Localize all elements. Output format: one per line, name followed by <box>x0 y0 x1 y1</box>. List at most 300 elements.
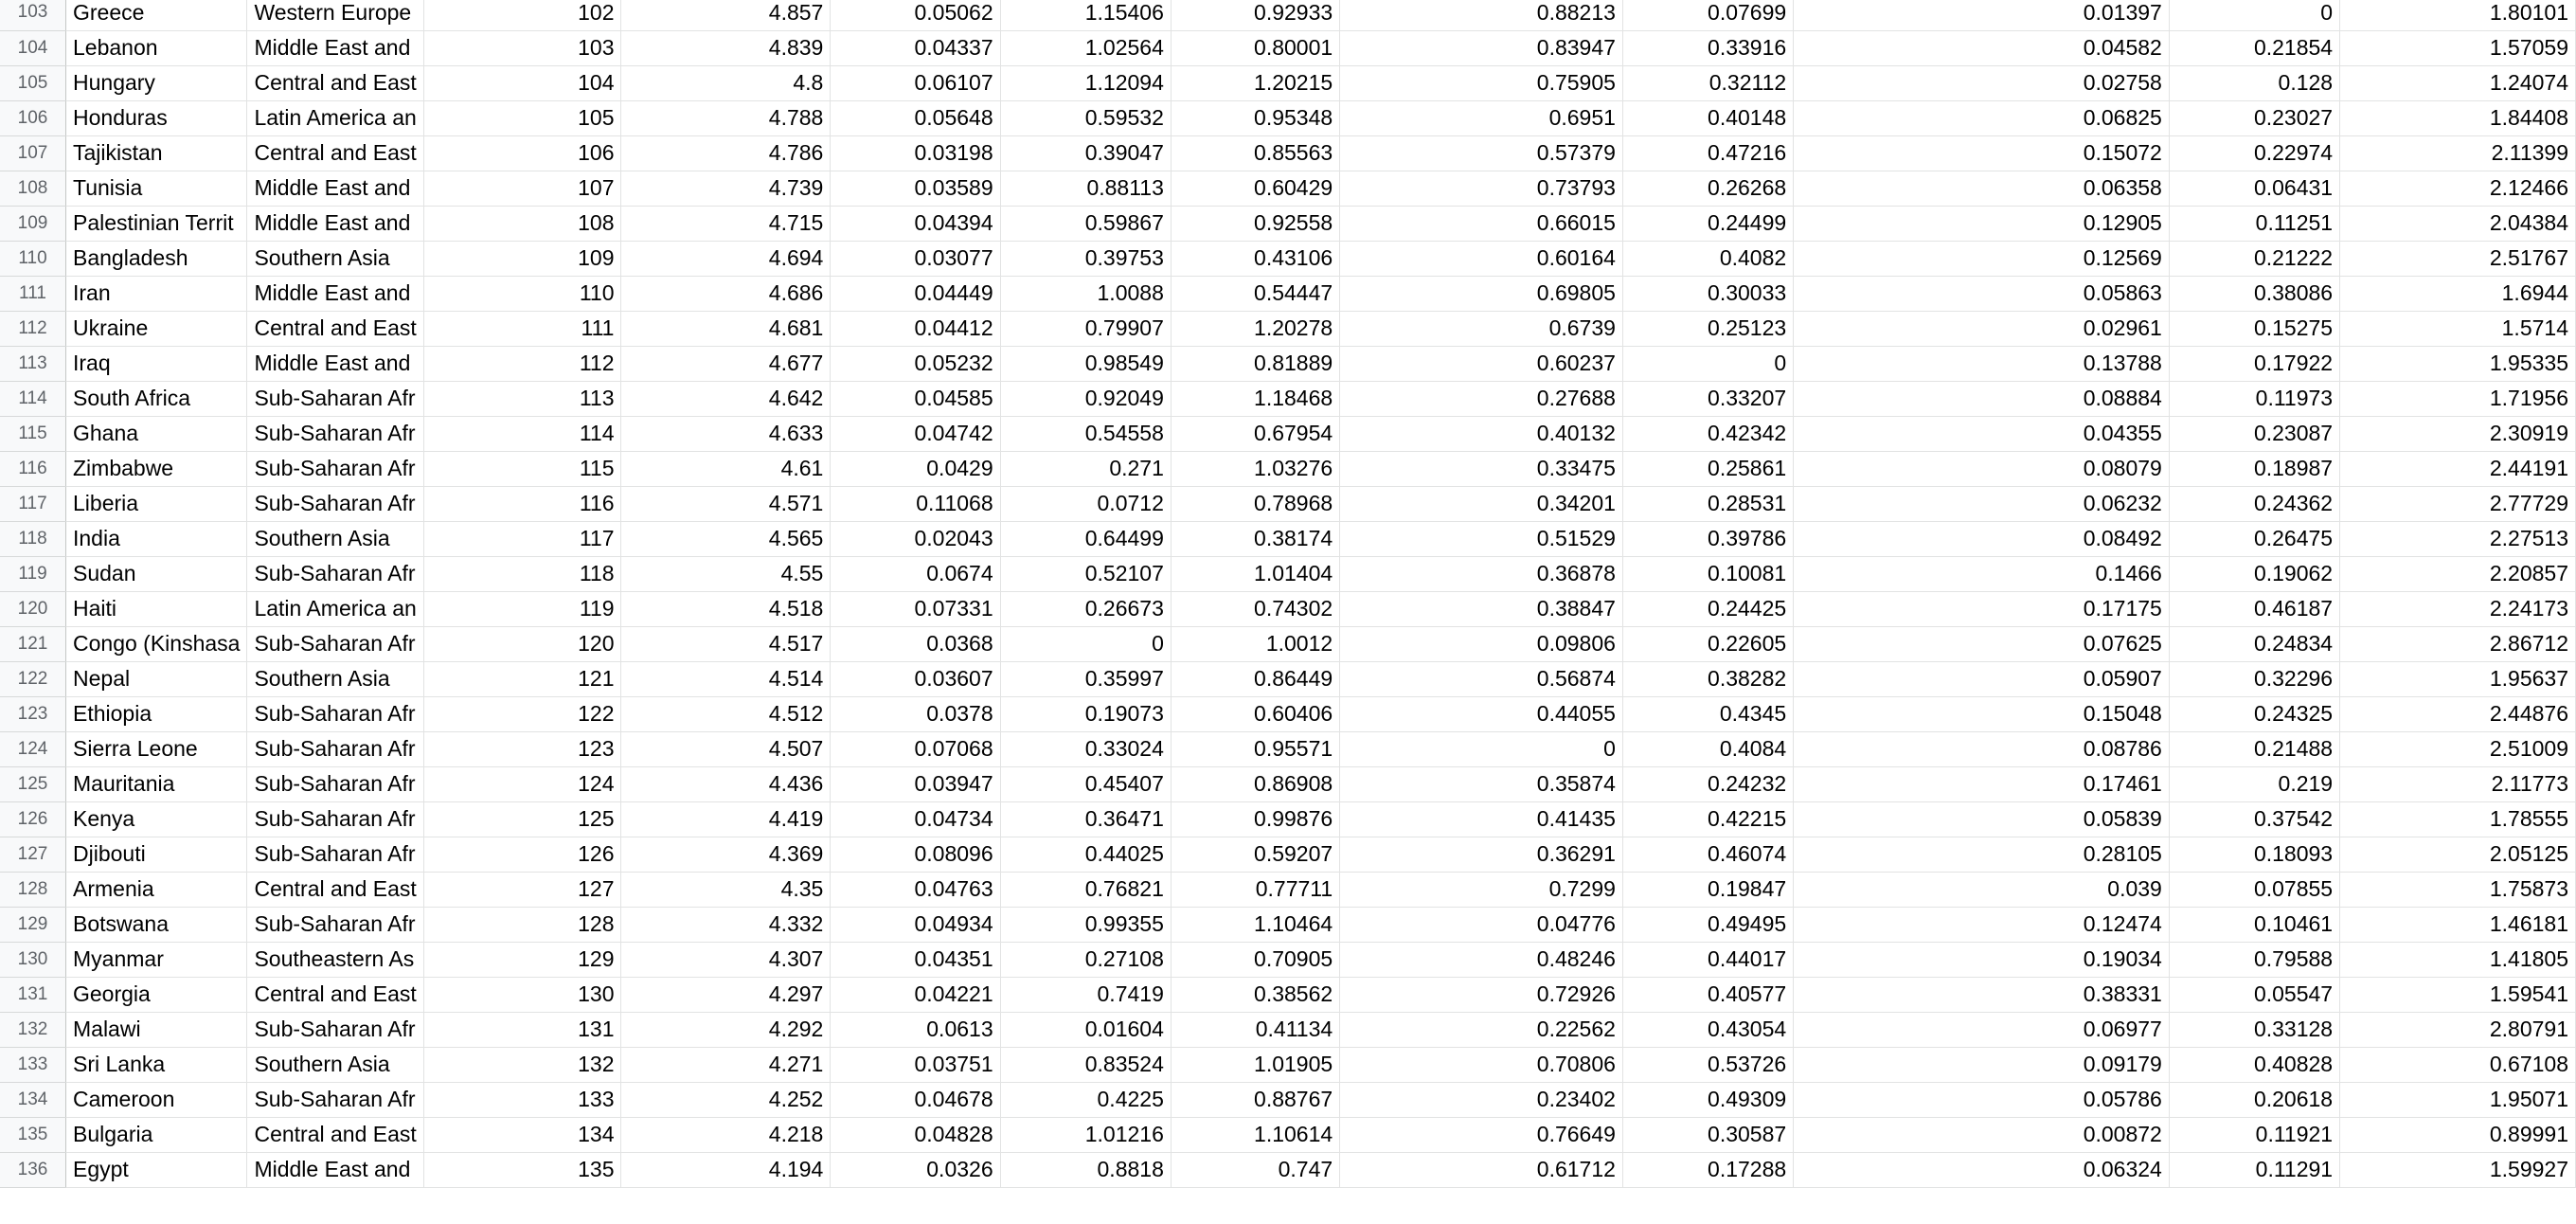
cell[interactable]: 0.05547 <box>2169 977 2339 1012</box>
cell[interactable]: 0.33475 <box>1340 451 1623 486</box>
cell[interactable]: 0.38282 <box>1622 661 1793 696</box>
cell[interactable]: 0.27688 <box>1340 381 1623 416</box>
cell[interactable]: 0 <box>1622 346 1793 381</box>
cell[interactable]: 0.04934 <box>831 907 1000 942</box>
cell[interactable]: 0.78968 <box>1171 486 1339 521</box>
cell[interactable]: 0.06232 <box>1794 486 2170 521</box>
cell[interactable]: 0.04585 <box>831 381 1000 416</box>
cell[interactable]: Southern Asia <box>247 241 423 276</box>
cell[interactable]: 0.70806 <box>1340 1047 1623 1082</box>
cell[interactable]: 0.04742 <box>831 416 1000 451</box>
row-header[interactable]: 132 <box>0 1012 66 1047</box>
cell[interactable]: 0.18987 <box>2169 451 2339 486</box>
cell[interactable]: 0.219 <box>2169 766 2339 801</box>
cell[interactable]: Latin America an <box>247 591 423 626</box>
cell[interactable]: 0.4084 <box>1622 731 1793 766</box>
cell[interactable]: 4.633 <box>621 416 831 451</box>
cell[interactable]: 0.36291 <box>1340 837 1623 872</box>
cell[interactable]: 0.32112 <box>1622 65 1793 100</box>
cell[interactable]: 1.78555 <box>2340 801 2576 837</box>
cell[interactable]: 0.12905 <box>1794 206 2170 241</box>
cell[interactable]: 0.6739 <box>1340 311 1623 346</box>
row-header[interactable]: 114 <box>0 381 66 416</box>
cell[interactable]: 107 <box>423 171 621 206</box>
cell[interactable]: 0.76821 <box>1000 872 1171 907</box>
cell[interactable]: 0.41134 <box>1171 1012 1339 1047</box>
cell[interactable]: Central and East <box>247 135 423 171</box>
cell[interactable]: 0.99876 <box>1171 801 1339 837</box>
cell[interactable]: 0.06825 <box>1794 100 2170 135</box>
cell[interactable]: 0.39786 <box>1622 521 1793 556</box>
cell[interactable]: 4.512 <box>621 696 831 731</box>
row-header[interactable]: 134 <box>0 1082 66 1117</box>
cell[interactable]: 0.69805 <box>1340 276 1623 311</box>
cell[interactable]: 0.38847 <box>1340 591 1623 626</box>
cell[interactable]: 0.46074 <box>1622 837 1793 872</box>
cell[interactable]: 132 <box>423 1047 621 1082</box>
cell[interactable]: 0.09179 <box>1794 1047 2170 1082</box>
cell[interactable]: 0.59207 <box>1171 837 1339 872</box>
cell[interactable]: 0.39047 <box>1000 135 1171 171</box>
cell[interactable]: 1.59541 <box>2340 977 2576 1012</box>
cell[interactable]: 0.26475 <box>2169 521 2339 556</box>
cell[interactable]: 2.04384 <box>2340 206 2576 241</box>
cell[interactable]: 1.6944 <box>2340 276 2576 311</box>
cell[interactable]: 0.33207 <box>1622 381 1793 416</box>
cell[interactable]: 0.40132 <box>1340 416 1623 451</box>
cell[interactable]: 1.41805 <box>2340 942 2576 977</box>
cell[interactable]: Sub-Saharan Afr <box>247 381 423 416</box>
cell[interactable]: 134 <box>423 1117 621 1152</box>
cell[interactable]: 0.86449 <box>1171 661 1339 696</box>
cell[interactable]: 111 <box>423 311 621 346</box>
cell[interactable]: 0.08096 <box>831 837 1000 872</box>
row-header[interactable]: 110 <box>0 241 66 276</box>
cell[interactable]: 2.11399 <box>2340 135 2576 171</box>
cell[interactable]: 0.81889 <box>1171 346 1339 381</box>
cell[interactable]: 0.01604 <box>1000 1012 1171 1047</box>
cell[interactable]: 0.51529 <box>1340 521 1623 556</box>
cell[interactable]: 4.292 <box>621 1012 831 1047</box>
cell[interactable]: 4.786 <box>621 135 831 171</box>
cell[interactable]: 0.04221 <box>831 977 1000 1012</box>
cell[interactable]: 126 <box>423 837 621 872</box>
cell[interactable]: 117 <box>423 521 621 556</box>
cell[interactable]: Middle East and <box>247 1152 423 1187</box>
cell[interactable]: 4.271 <box>621 1047 831 1082</box>
cell[interactable]: 0.15048 <box>1794 696 2170 731</box>
cell[interactable]: 2.12466 <box>2340 171 2576 206</box>
cell[interactable]: Central and East <box>247 311 423 346</box>
cell[interactable]: 2.51009 <box>2340 731 2576 766</box>
cell[interactable]: 0.06358 <box>1794 171 2170 206</box>
cell[interactable]: 0.75905 <box>1340 65 1623 100</box>
cell[interactable]: 0.13788 <box>1794 346 2170 381</box>
cell[interactable]: 124 <box>423 766 621 801</box>
cell[interactable]: 0.23402 <box>1340 1082 1623 1117</box>
cell[interactable]: 4.297 <box>621 977 831 1012</box>
cell[interactable]: 1.02564 <box>1000 30 1171 65</box>
row-header[interactable]: 117 <box>0 486 66 521</box>
cell[interactable]: 0.00872 <box>1794 1117 2170 1152</box>
cell[interactable]: 0.10461 <box>2169 907 2339 942</box>
cell[interactable]: 1.46181 <box>2340 907 2576 942</box>
row-header[interactable]: 116 <box>0 451 66 486</box>
cell[interactable]: 4.307 <box>621 942 831 977</box>
cell[interactable]: 0.04763 <box>831 872 1000 907</box>
cell[interactable]: 0.24834 <box>2169 626 2339 661</box>
cell[interactable]: 0.38331 <box>1794 977 2170 1012</box>
cell[interactable]: 0.07699 <box>1622 0 1793 30</box>
cell[interactable]: 0.40577 <box>1622 977 1793 1012</box>
cell[interactable]: 121 <box>423 661 621 696</box>
cell[interactable]: 0.30033 <box>1622 276 1793 311</box>
cell[interactable]: 4.35 <box>621 872 831 907</box>
cell[interactable]: Sub-Saharan Afr <box>247 451 423 486</box>
cell[interactable]: 0.11973 <box>2169 381 2339 416</box>
cell[interactable]: Bulgaria <box>66 1117 247 1152</box>
cell[interactable]: 0.08884 <box>1794 381 2170 416</box>
cell[interactable]: 0.18093 <box>2169 837 2339 872</box>
cell[interactable]: 113 <box>423 381 621 416</box>
cell[interactable]: 0.36878 <box>1340 556 1623 591</box>
cell[interactable]: 0.25861 <box>1622 451 1793 486</box>
row-header[interactable]: 106 <box>0 100 66 135</box>
cell[interactable]: 0.07068 <box>831 731 1000 766</box>
cell[interactable]: 1.20278 <box>1171 311 1339 346</box>
cell[interactable]: 0.33024 <box>1000 731 1171 766</box>
cell[interactable]: Palestinian Territ <box>66 206 247 241</box>
cell[interactable]: 0.0368 <box>831 626 1000 661</box>
cell[interactable]: 0.24325 <box>2169 696 2339 731</box>
cell[interactable]: 0.77711 <box>1171 872 1339 907</box>
cell[interactable]: Honduras <box>66 100 247 135</box>
cell[interactable]: 0.04776 <box>1340 907 1623 942</box>
cell[interactable]: Latin America an <box>247 100 423 135</box>
cell[interactable]: 0.59867 <box>1000 206 1171 241</box>
cell[interactable]: 0.04734 <box>831 801 1000 837</box>
cell[interactable]: 4.681 <box>621 311 831 346</box>
row-header[interactable]: 133 <box>0 1047 66 1082</box>
cell[interactable]: 0.04449 <box>831 276 1000 311</box>
row-header[interactable]: 125 <box>0 766 66 801</box>
cell[interactable]: 0.04582 <box>1794 30 2170 65</box>
cell[interactable]: 0.66015 <box>1340 206 1623 241</box>
cell[interactable]: 1.20215 <box>1171 65 1339 100</box>
row-header[interactable]: 109 <box>0 206 66 241</box>
cell[interactable]: Middle East and <box>247 346 423 381</box>
cell[interactable]: 4.788 <box>621 100 831 135</box>
cell[interactable]: 2.86712 <box>2340 626 2576 661</box>
cell[interactable]: Central and East <box>247 872 423 907</box>
cell[interactable]: 0.19847 <box>1622 872 1793 907</box>
row-header[interactable]: 111 <box>0 276 66 311</box>
cell[interactable]: 1.03276 <box>1171 451 1339 486</box>
cell[interactable]: 2.77729 <box>2340 486 2576 521</box>
cell[interactable]: 0.0378 <box>831 696 1000 731</box>
cell[interactable]: 1.10614 <box>1171 1117 1339 1152</box>
cell[interactable]: 0.79907 <box>1000 311 1171 346</box>
cell[interactable]: 0.04337 <box>831 30 1000 65</box>
cell[interactable]: 0.02961 <box>1794 311 2170 346</box>
row-header[interactable]: 121 <box>0 626 66 661</box>
cell[interactable]: 0.44025 <box>1000 837 1171 872</box>
cell[interactable]: 0.54447 <box>1171 276 1339 311</box>
cell[interactable]: 0.27108 <box>1000 942 1171 977</box>
cell[interactable]: 0.7299 <box>1340 872 1623 907</box>
row-header[interactable]: 124 <box>0 731 66 766</box>
cell[interactable]: 0.95571 <box>1171 731 1339 766</box>
cell[interactable]: 4.436 <box>621 766 831 801</box>
cell[interactable]: 2.20857 <box>2340 556 2576 591</box>
cell[interactable]: 0.45407 <box>1000 766 1171 801</box>
cell[interactable]: 0.44017 <box>1622 942 1793 977</box>
cell[interactable]: 4.839 <box>621 30 831 65</box>
cell[interactable]: 0.30587 <box>1622 1117 1793 1152</box>
cell[interactable]: 0.12474 <box>1794 907 2170 942</box>
row-header[interactable]: 131 <box>0 977 66 1012</box>
cell[interactable]: 4.694 <box>621 241 831 276</box>
cell[interactable]: Southeastern As <box>247 942 423 977</box>
cell[interactable]: Central and East <box>247 977 423 1012</box>
cell[interactable]: 0.24362 <box>2169 486 2339 521</box>
cell[interactable]: 4.252 <box>621 1082 831 1117</box>
cell[interactable]: 0.6951 <box>1340 100 1623 135</box>
cell[interactable]: 0.79588 <box>2169 942 2339 977</box>
cell[interactable]: 0.17175 <box>1794 591 2170 626</box>
cell[interactable]: 0.34201 <box>1340 486 1623 521</box>
cell[interactable]: 0.83524 <box>1000 1047 1171 1082</box>
cell[interactable]: 0.92933 <box>1171 0 1339 30</box>
cell[interactable]: 0.03198 <box>831 135 1000 171</box>
cell[interactable]: Zimbabwe <box>66 451 247 486</box>
cell[interactable]: 120 <box>423 626 621 661</box>
cell[interactable]: 0.21488 <box>2169 731 2339 766</box>
cell[interactable]: 0.49309 <box>1622 1082 1793 1117</box>
cell[interactable]: Egypt <box>66 1152 247 1187</box>
cell[interactable]: Central and East <box>247 65 423 100</box>
cell[interactable]: Sub-Saharan Afr <box>247 766 423 801</box>
cell[interactable]: 0.95348 <box>1171 100 1339 135</box>
cell[interactable]: 0.89991 <box>2340 1117 2576 1152</box>
cell[interactable]: 1.80101 <box>2340 0 2576 30</box>
cell[interactable]: 0.92049 <box>1000 381 1171 416</box>
cell[interactable]: 0.35874 <box>1340 766 1623 801</box>
cell[interactable]: 0.02758 <box>1794 65 2170 100</box>
cell[interactable]: 1.01905 <box>1171 1047 1339 1082</box>
cell[interactable]: 0.52107 <box>1000 556 1171 591</box>
cell[interactable]: 1.75873 <box>2340 872 2576 907</box>
cell[interactable]: 0.47216 <box>1622 135 1793 171</box>
cell[interactable]: 1.15406 <box>1000 0 1171 30</box>
cell[interactable]: 0.35997 <box>1000 661 1171 696</box>
cell[interactable]: 0.128 <box>2169 65 2339 100</box>
cell[interactable]: 0.05062 <box>831 0 1000 30</box>
cell[interactable]: 0.24499 <box>1622 206 1793 241</box>
cell[interactable]: 0.22605 <box>1622 626 1793 661</box>
cell[interactable]: Djibouti <box>66 837 247 872</box>
cell[interactable]: 0.15072 <box>1794 135 2170 171</box>
row-header[interactable]: 123 <box>0 696 66 731</box>
cell[interactable]: 1.84408 <box>2340 100 2576 135</box>
cell[interactable]: 1.01404 <box>1171 556 1339 591</box>
row-header[interactable]: 127 <box>0 837 66 872</box>
cell[interactable]: Middle East and <box>247 276 423 311</box>
cell[interactable]: 0 <box>2169 0 2339 30</box>
cell[interactable]: 0.06107 <box>831 65 1000 100</box>
cell[interactable]: South Africa <box>66 381 247 416</box>
cell[interactable]: 1.10464 <box>1171 907 1339 942</box>
cell[interactable]: 2.11773 <box>2340 766 2576 801</box>
cell[interactable]: Southern Asia <box>247 661 423 696</box>
cell[interactable]: 0.03589 <box>831 171 1000 206</box>
cell[interactable]: Sub-Saharan Afr <box>247 696 423 731</box>
cell[interactable]: 0.20618 <box>2169 1082 2339 1117</box>
cell[interactable]: India <box>66 521 247 556</box>
cell[interactable]: 0.99355 <box>1000 907 1171 942</box>
cell[interactable]: 0.05648 <box>831 100 1000 135</box>
cell[interactable]: 0.38086 <box>2169 276 2339 311</box>
cell[interactable]: 0.05786 <box>1794 1082 2170 1117</box>
cell[interactable]: 0.40828 <box>2169 1047 2339 1082</box>
cell[interactable]: Myanmar <box>66 942 247 977</box>
row-header[interactable]: 108 <box>0 171 66 206</box>
cell[interactable]: 0.49495 <box>1622 907 1793 942</box>
cell[interactable]: 0.44055 <box>1340 696 1623 731</box>
cell[interactable]: 115 <box>423 451 621 486</box>
cell[interactable]: 0.15275 <box>2169 311 2339 346</box>
cell[interactable]: 0.42215 <box>1622 801 1793 837</box>
cell[interactable]: 0.17288 <box>1622 1152 1793 1187</box>
cell[interactable]: 0.54558 <box>1000 416 1171 451</box>
row-header[interactable]: 128 <box>0 872 66 907</box>
cell[interactable]: 0.19062 <box>2169 556 2339 591</box>
row-header[interactable]: 104 <box>0 30 66 65</box>
cell[interactable]: 130 <box>423 977 621 1012</box>
cell[interactable]: 0.03077 <box>831 241 1000 276</box>
cell[interactable]: 129 <box>423 942 621 977</box>
cell[interactable]: Mauritania <box>66 766 247 801</box>
cell[interactable]: 2.30919 <box>2340 416 2576 451</box>
cell[interactable]: 1.18468 <box>1171 381 1339 416</box>
cell[interactable]: 0.07625 <box>1794 626 2170 661</box>
cell[interactable]: 0.08786 <box>1794 731 2170 766</box>
row-header[interactable]: 119 <box>0 556 66 591</box>
cell[interactable]: Southern Asia <box>247 1047 423 1082</box>
cell[interactable]: 131 <box>423 1012 621 1047</box>
cell[interactable]: 0.11251 <box>2169 206 2339 241</box>
cell[interactable]: 1.0088 <box>1000 276 1171 311</box>
cell[interactable]: 108 <box>423 206 621 241</box>
cell[interactable]: Haiti <box>66 591 247 626</box>
cell[interactable]: 0.38562 <box>1171 977 1339 1012</box>
cell[interactable]: 0.03751 <box>831 1047 1000 1082</box>
cell[interactable]: 4.517 <box>621 626 831 661</box>
cell[interactable]: 0.02043 <box>831 521 1000 556</box>
cell[interactable]: 0.04394 <box>831 206 1000 241</box>
cell[interactable]: Congo (Kinshasa <box>66 626 247 661</box>
row-header[interactable]: 135 <box>0 1117 66 1152</box>
cell[interactable]: 0.19034 <box>1794 942 2170 977</box>
cell[interactable]: 0.42342 <box>1622 416 1793 451</box>
cell[interactable]: 4.369 <box>621 837 831 872</box>
cell[interactable]: 0.60164 <box>1340 241 1623 276</box>
cell[interactable]: 1.01216 <box>1000 1117 1171 1152</box>
cell[interactable]: 4.61 <box>621 451 831 486</box>
cell[interactable]: 0.39753 <box>1000 241 1171 276</box>
cell[interactable]: 4.332 <box>621 907 831 942</box>
cell[interactable]: 116 <box>423 486 621 521</box>
cell[interactable]: Iran <box>66 276 247 311</box>
cell[interactable]: 0.57379 <box>1340 135 1623 171</box>
cell[interactable]: 1.12094 <box>1000 65 1171 100</box>
cell[interactable]: 0.04351 <box>831 942 1000 977</box>
cell[interactable]: 128 <box>423 907 621 942</box>
cell[interactable]: 0.60429 <box>1171 171 1339 206</box>
cell[interactable]: Sub-Saharan Afr <box>247 626 423 661</box>
cell[interactable]: 0.60237 <box>1340 346 1623 381</box>
cell[interactable]: Western Europe <box>247 0 423 30</box>
cell[interactable]: Hungary <box>66 65 247 100</box>
cell[interactable]: 4.55 <box>621 556 831 591</box>
cell[interactable]: 0.05839 <box>1794 801 2170 837</box>
cell[interactable]: 0.85563 <box>1171 135 1339 171</box>
cell[interactable]: 1.95071 <box>2340 1082 2576 1117</box>
cell[interactable]: 0.88213 <box>1340 0 1623 30</box>
cell[interactable]: 0.32296 <box>2169 661 2339 696</box>
cell[interactable]: 0.11921 <box>2169 1117 2339 1152</box>
cell[interactable]: 110 <box>423 276 621 311</box>
cell[interactable]: 0.53726 <box>1622 1047 1793 1082</box>
cell[interactable]: 1.71956 <box>2340 381 2576 416</box>
cell[interactable]: 0.04355 <box>1794 416 2170 451</box>
cell[interactable]: 0.4225 <box>1000 1082 1171 1117</box>
cell[interactable]: 0.039 <box>1794 872 2170 907</box>
cell[interactable]: 0.21222 <box>2169 241 2339 276</box>
cell[interactable]: 0.70905 <box>1171 942 1339 977</box>
cell[interactable]: 0.10081 <box>1622 556 1793 591</box>
cell[interactable]: 127 <box>423 872 621 907</box>
cell[interactable]: 135 <box>423 1152 621 1187</box>
cell[interactable]: 0.36471 <box>1000 801 1171 837</box>
cell[interactable]: 4.677 <box>621 346 831 381</box>
cell[interactable]: 0 <box>1340 731 1623 766</box>
cell[interactable]: Sri Lanka <box>66 1047 247 1082</box>
cell[interactable]: 0.03607 <box>831 661 1000 696</box>
cell[interactable]: Middle East and <box>247 30 423 65</box>
row-header[interactable]: 136 <box>0 1152 66 1187</box>
cell[interactable]: 0.43054 <box>1622 1012 1793 1047</box>
cell[interactable]: 0.07331 <box>831 591 1000 626</box>
cell[interactable]: 0.4345 <box>1622 696 1793 731</box>
cell[interactable]: 2.80791 <box>2340 1012 2576 1047</box>
cell[interactable]: 0.37542 <box>2169 801 2339 837</box>
cell[interactable]: Southern Asia <box>247 521 423 556</box>
cell[interactable]: 0.25123 <box>1622 311 1793 346</box>
cell[interactable]: Bangladesh <box>66 241 247 276</box>
cell[interactable]: 4.715 <box>621 206 831 241</box>
cell[interactable]: 4.571 <box>621 486 831 521</box>
cell[interactable]: 0.67108 <box>2340 1047 2576 1082</box>
cell[interactable]: 0.05232 <box>831 346 1000 381</box>
cell[interactable]: 0.48246 <box>1340 942 1623 977</box>
cell[interactable]: Cameroon <box>66 1082 247 1117</box>
cell[interactable]: 0.08492 <box>1794 521 2170 556</box>
row-header[interactable]: 118 <box>0 521 66 556</box>
cell[interactable]: 0.98549 <box>1000 346 1171 381</box>
cell[interactable]: 0.08079 <box>1794 451 2170 486</box>
cell[interactable]: 0.74302 <box>1171 591 1339 626</box>
